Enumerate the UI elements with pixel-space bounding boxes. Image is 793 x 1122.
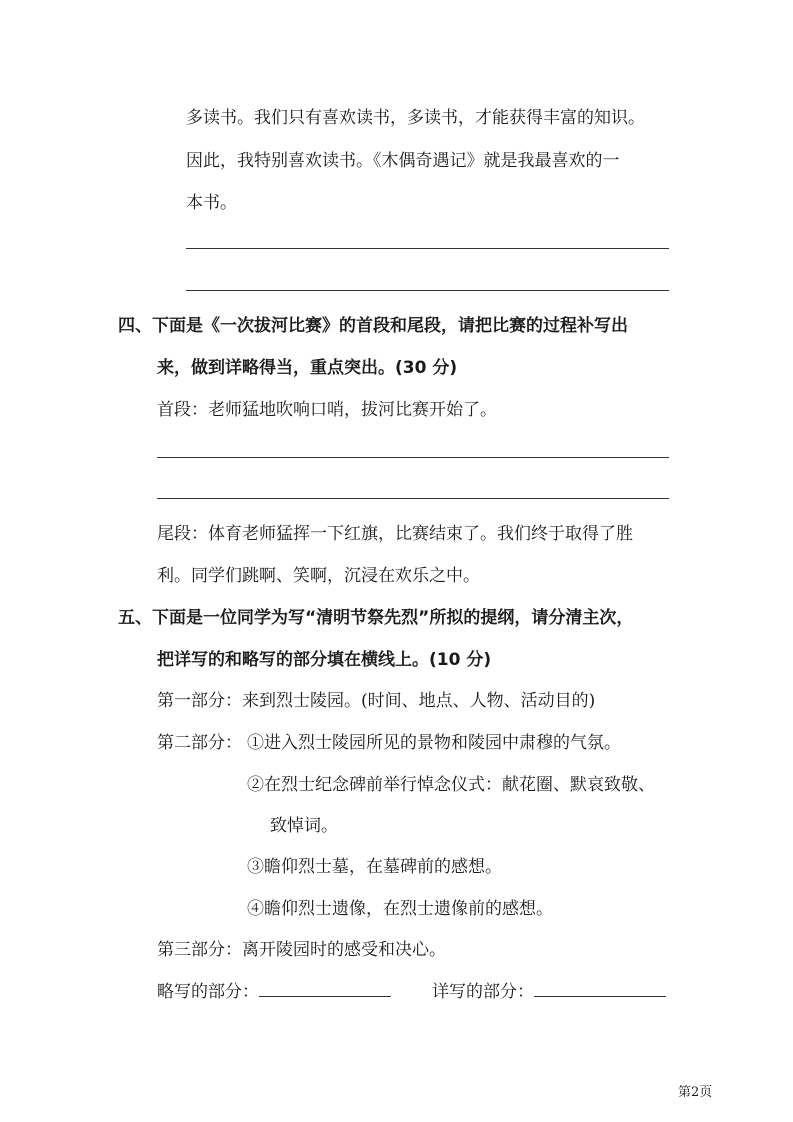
q5-part-2-item-2-cont: 致悼词。 bbox=[270, 816, 338, 836]
q4-heading-line-1: 四、下面是《一次拔河比赛》的首段和尾段，请把比赛的过程补写出 bbox=[118, 316, 628, 336]
passage-line-3: 本书。 bbox=[186, 193, 237, 213]
q5-answer-row-detail bbox=[432, 980, 666, 1004]
passage-line-1: 多读书。我们只有喜欢读书，多读书，才能获得丰富的知识。 bbox=[186, 108, 645, 128]
answer-line[interactable] bbox=[186, 248, 669, 249]
passage-line-2: 因此，我特别喜欢读书。《木偶奇遇记》就是我最喜欢的一 bbox=[186, 151, 620, 171]
q5-part-2-item-3: ③瞻仰烈士墓，在墓碑前的感想。 bbox=[247, 857, 502, 877]
answer-line[interactable] bbox=[157, 498, 669, 499]
detail-part-blank[interactable] bbox=[534, 980, 666, 997]
q5-part-2-item-4: ④瞻仰烈士遗像，在烈士遗像前的感想。 bbox=[247, 899, 553, 919]
q5-part-2-item-2: ②在烈士纪念碑前举行悼念仪式：献花圈、默哀致敬、 bbox=[247, 775, 655, 795]
q5-part-2-item-1: ①进入烈士陵园所见的景物和陵园中肃穆的气氛。 bbox=[247, 733, 621, 753]
q4-heading-line-2: 来，做到详略得当，重点突出。(30 分) bbox=[157, 358, 458, 378]
q4-first-paragraph: 首段：老师猛地吹响口哨，拔河比赛开始了。 bbox=[157, 400, 497, 420]
brief-part-blank[interactable] bbox=[259, 980, 391, 997]
q5-answer-row bbox=[157, 980, 391, 1004]
page-number: 第2页 bbox=[678, 1085, 713, 1100]
detail-part-label: 详写的部分： bbox=[432, 982, 534, 1002]
q5-heading-line-1: 五、下面是一位同学为写“清明节祭先烈”所拟的提纲，请分清主次， bbox=[118, 608, 634, 628]
q5-part-1: 第一部分：来到烈士陵园。(时间、地点、人物、活动目的) bbox=[157, 691, 596, 711]
q4-last-paragraph-line-1: 尾段：体育老师猛挥一下红旗，比赛结束了。我们终于取得了胜 bbox=[157, 524, 633, 544]
brief-part-label: 略写的部分： bbox=[157, 982, 259, 1002]
q5-heading-line-2: 把详写的和略写的部分填在横线上。(10 分) bbox=[157, 650, 492, 670]
answer-line[interactable] bbox=[157, 457, 669, 458]
q5-part-2-label: 第二部分： bbox=[157, 733, 242, 753]
answer-line[interactable] bbox=[186, 290, 669, 291]
q5-part-3: 第三部分：离开陵园时的感受和决心。 bbox=[157, 940, 446, 960]
q4-last-paragraph-line-2: 利。同学们跳啊、笑啊，沉浸在欢乐之中。 bbox=[157, 566, 480, 586]
